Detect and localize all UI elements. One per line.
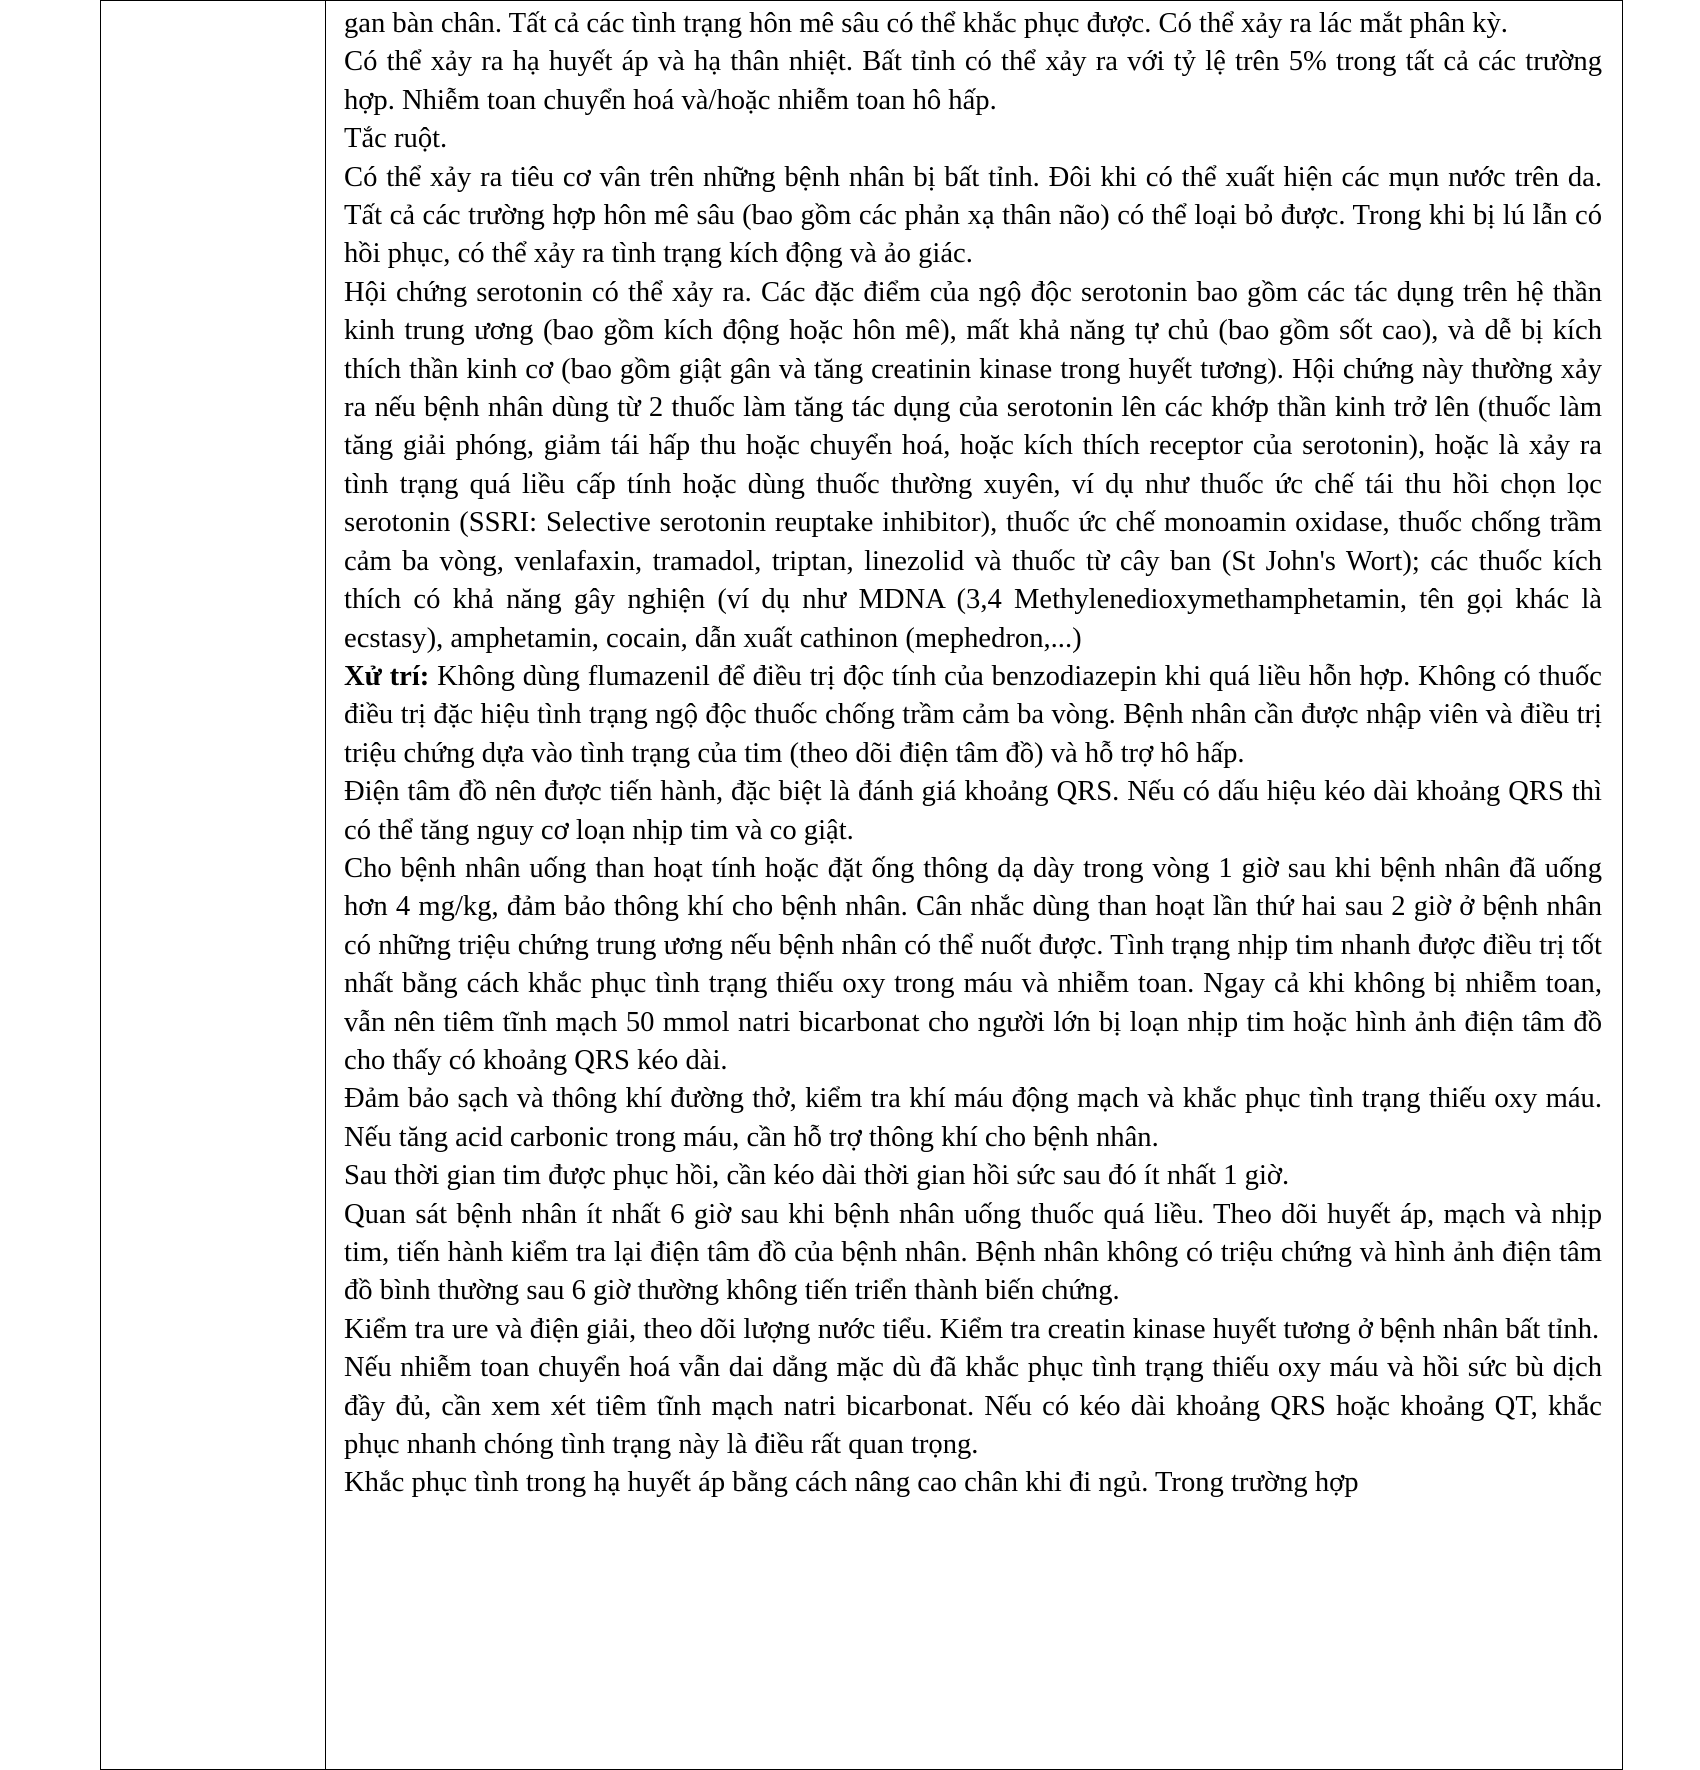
management-label: Xử trí: — [344, 660, 430, 692]
management-text: Không dùng flumazenil để điều trị độc tính của benzodiazepin khi quá liều hỗn hợp. Không có thuốc điều trị đặc hiệu tình trạng ngộ độc thuốc chống trầm cảm ba vòng. Bệnh nhân cần được nhập viên và điều trị triệu chứng dựa vào tình trạng của tim (theo dõi điện tâm đồ) và hỗ trợ hô hấp. — [344, 660, 1603, 769]
right-cell — [326, 1, 1623, 1770]
paragraph-9: Đảm bảo sạch và thông khí đường thở, kiểm tra khí máu động mạch và khắc phục tình trạng thiếu oxy máu. Nếu tăng acid carbonic trong máu, cần hỗ trợ thông khí cho bệnh nhân. — [344, 1083, 1602, 1153]
left-cell — [101, 1, 326, 1770]
paragraph-11: Quan sát bệnh nhân ít nhất 6 giờ sau khi bệnh nhân uống thuốc quá liều. Theo dõi huyết áp, mạch và nhịp tim, tiến hành kiểm tra lại điện tâm đồ của bệnh nhân. Bệnh nhân không có triệu chứng và hình ảnh điện tâm đồ bình thường sau 6 giờ thường không tiến triển thành biến chứng. — [344, 1198, 1602, 1307]
paragraph-13: Nếu nhiễm toan chuyển hoá vẫn dai dẳng mặc dù đã khắc phục tình trạng thiếu oxy máu và hồi sức bù dịch đầy đủ, cần xem xét tiêm tĩnh mạch natri bicarbonat. Nếu có kéo dài khoảng QRS hoặc khoảng QT, khắc phục nhanh chóng tình trạng này là điều rất quan trọng. — [344, 1352, 1602, 1461]
paragraph-12: Kiểm tra ure và điện giải, theo dõi lượng nước tiểu. Kiểm tra creatin kinase huyết tương ở bệnh nhân bất tỉnh. — [344, 1313, 1600, 1345]
paragraph-1: gan bàn chân. Tất cả các tình trạng hôn mê sâu có thể khắc phục được. Có thể xảy ra lác mắt phân kỳ. — [344, 8, 1508, 39]
paragraph-4: Có thể xảy ra tiêu cơ vân trên những bệnh nhân bị bất tỉnh. Đôi khi có thể xuất hiện các mụn nước trên da. Tất cả các trường hợp hôn mê sâu (bao gồm các phản xạ thân não) có thể loại bỏ được. Trong khi bị lú lẫn có hồi phục, có thể xảy ra tình trạng kích động và ảo giác. — [344, 161, 1602, 270]
management-paragraph — [344, 658, 1602, 773]
paragraph-8: Cho bệnh nhân uống than hoạt tính hoặc đặt ống thông dạ dày trong vòng 1 giờ sau khi bệnh nhân đã uống hơn 4 mg/kg, đảm bảo thông khí cho bệnh nhân. Cân nhắc dùng than hoạt lần thứ hai sau 2 giờ ở bệnh nhân có những triệu chứng trung ương nếu bệnh nhân có thể nuốt được. Tình trạng nhịp tim nhanh được điều trị tốt nhất bằng cách khắc phục tình trạng thiếu oxy trong máu và nhiễm toan. Ngay cả khi không bị nhiễm toan, vẫn nên tiêm tĩnh mạch 50 mmol natri bicarbonat cho người lớn bị loạn nhịp tim hoặc hình ảnh điện tâm đồ cho thấy có khoảng QRS kéo dài. — [344, 852, 1602, 1076]
table-row — [101, 1, 1623, 1770]
paragraph-2: Có thể xảy ra hạ huyết áp và hạ thân nhiệt. Bất tỉnh có thể xảy ra với tỷ lệ trên 5% trong tất cả các trường hợp. Nhiễm toan chuyển hoá và/hoặc nhiễm toan hô hấp. — [344, 46, 1602, 116]
paragraph-7: Điện tâm đồ nên được tiến hành, đặc biệt là đánh giá khoảng QRS. Nếu có dấu hiệu kéo dài khoảng QRS thì có thể tăng nguy cơ loạn nhịp tim và co giật. — [344, 776, 1602, 846]
paragraph-3: Tắc ruột. — [344, 123, 448, 155]
paragraph-14: Khắc phục tình trong hạ huyết áp bằng cách nâng cao chân khi đi ngủ. Trong trường hợp — [344, 1467, 1359, 1499]
document-table — [100, 0, 1623, 1770]
cell-content — [326, 1, 1622, 1769]
paragraph-5: Hội chứng serotonin có thể xảy ra. Các đặc điểm của ngộ độc serotonin bao gồm các tác dụng trên hệ thần kinh trung ương (bao gồm kích động hoặc hôn mê), mất khả năng tự chủ (bao gồm sốt cao), và dễ bị kích thích thần kinh cơ (bao gồm giật gân và tăng creatinin kinase trong huyết tương). Hội chứng này thường xảy ra nếu bệnh nhân dùng từ 2 thuốc làm tăng tác dụng của serotonin lên các khớp thần kinh trở lên (thuốc làm tăng giải phóng, giảm tái hấp thu hoặc chuyển hoá, hoặc kích thích receptor của serotonin), hoặc là xảy ra tình trạng quá liều cấp tính hoặc dùng thuốc thường xuyên, ví dụ như thuốc ức chế tái thu hồi chọn lọc serotonin (SSRI: Selective serotonin reuptake inhibitor), thuốc ức chế monoamin oxidase, thuốc chống trầm cảm ba vòng, venlafaxin, tramadol, triptan, linezolid và thuốc từ cây ban (St John's Wort); các thuốc kích thích có khả năng gây nghiện (ví dụ như MDNA (3,4 Methylenedioxymethamphetamin, tên gọi khác là ecstasy), amphetamin, cocain, dẫn xuất cathinon (mephedron,...) — [344, 276, 1602, 654]
paragraph-10: Sau thời gian tim được phục hồi, cần kéo dài thời gian hồi sức sau đó ít nhất 1 giờ. — [344, 1160, 1290, 1192]
